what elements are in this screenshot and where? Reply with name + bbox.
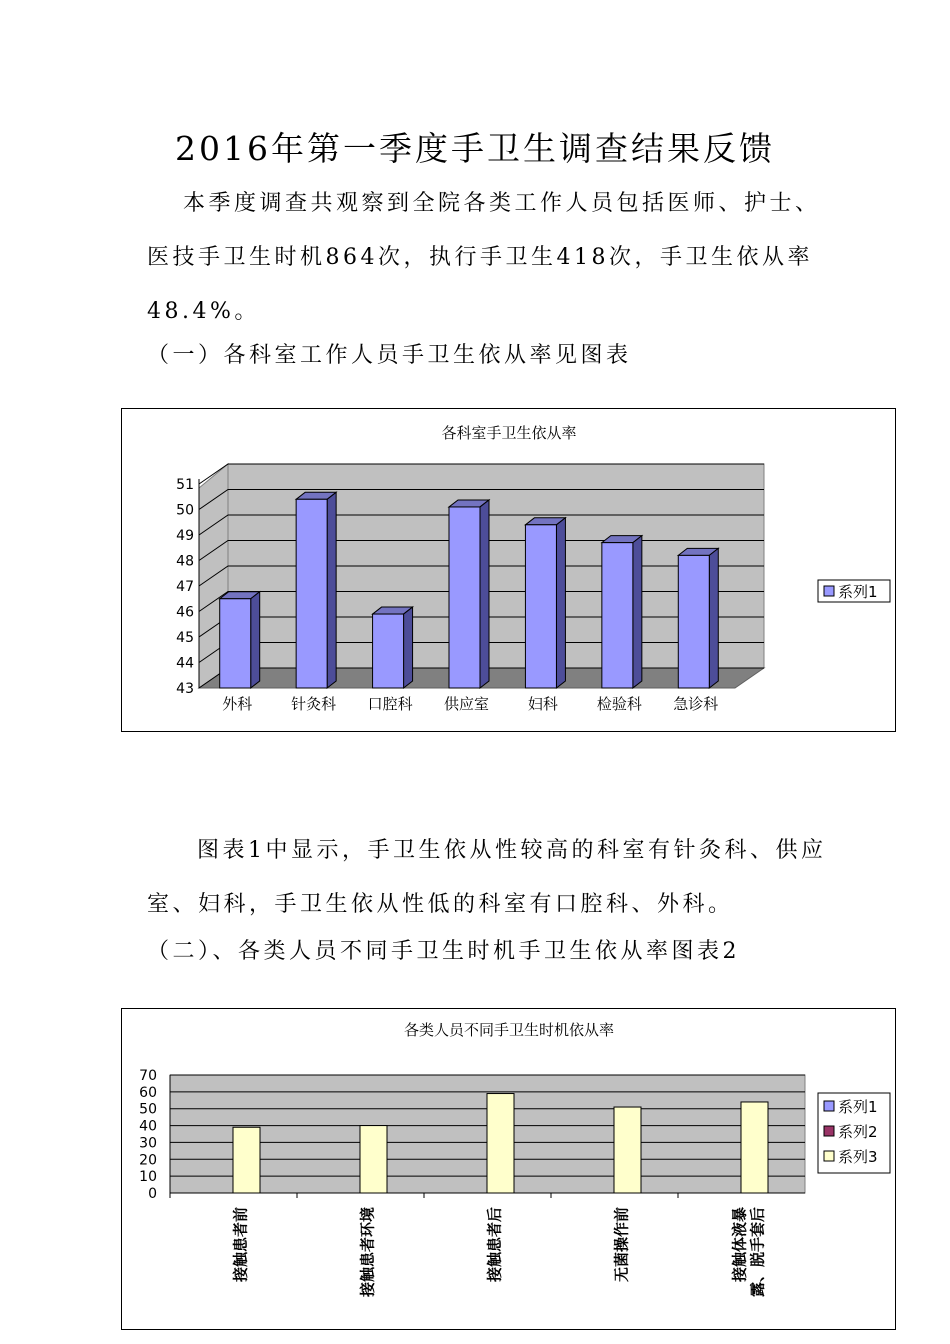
chart-1-bar — [373, 614, 404, 688]
chart-2-legend-swatch — [824, 1126, 834, 1136]
chart-1-ytick-label: 45 — [176, 630, 194, 646]
chart-1-bar — [602, 543, 633, 688]
chart-2-ytick-label: 50 — [139, 1101, 157, 1118]
chart-1-title: 各科室手卫生依从率 — [441, 424, 577, 442]
chart-1-bar — [220, 599, 251, 688]
chart-2-bar — [233, 1127, 260, 1193]
chart-1-category-label: 检验科 — [596, 695, 642, 713]
chart-1-bar — [678, 555, 709, 688]
chart-1-bar — [449, 507, 480, 688]
chart-1-ytick-label: 48 — [176, 553, 194, 570]
chart-2-ytick-label: 20 — [139, 1152, 157, 1169]
chart-1-bar-side — [556, 518, 565, 688]
chart-1-legend-swatch — [824, 586, 834, 596]
chart-1-bar-side — [709, 548, 718, 688]
chart-2-category-label: 无菌操作前 — [612, 1207, 631, 1283]
chart-1-bar — [525, 525, 556, 688]
chart-2-category-label: 接触患者前 — [231, 1207, 250, 1283]
chart-2-category-label: 接触体液暴 — [730, 1207, 749, 1283]
chart-1-category-label: 急诊科 — [673, 695, 719, 713]
chart-2 — [122, 1009, 895, 1329]
chart-1-ytick-label: 51 — [176, 477, 194, 493]
chart-1-ytick-label: 50 — [176, 502, 194, 519]
chart-1-ytick-label: 47 — [176, 579, 194, 595]
chart-1-bar-side — [251, 592, 260, 688]
chart-2-category-label: 露、脱手套后 — [748, 1207, 767, 1298]
chart-1 — [122, 409, 895, 731]
chart-2-legend-label: 系列2 — [838, 1123, 878, 1141]
chart-2-ytick-label: 40 — [139, 1118, 157, 1135]
chart-2-category-label: 接触患者环境 — [358, 1207, 377, 1298]
chart-2-container — [121, 1008, 896, 1330]
chart-2-title: 各类人员不同手卫生时机依从率 — [403, 1021, 615, 1039]
chart-1-bar-side — [404, 607, 413, 688]
chart-1-category-label: 针灸科 — [291, 695, 337, 713]
page-title: 2016年第一季度手卫生调查结果反馈 — [175, 129, 775, 168]
chart-2-ytick-label: 60 — [139, 1084, 157, 1101]
chart-1-ytick-label: 46 — [176, 604, 194, 621]
summary-paragraph: 本季度调查共观察到全院各类工作人员包括医师、护士、医技手卫生时机864次，执行手卫生418次，手卫生依从率48.4%。 — [147, 191, 821, 324]
chart-2-ytick-label: 30 — [139, 1135, 157, 1152]
chart-1-legend-label: 系列1 — [838, 583, 878, 601]
chart-1-ytick-label: 49 — [176, 528, 194, 544]
chart-2-category-label: 接触患者后 — [485, 1207, 504, 1283]
chart-1-category-label: 妇科 — [527, 695, 558, 713]
chart-1-ytick-label: 43 — [176, 681, 194, 697]
chart-2-legend-label: 系列3 — [838, 1148, 878, 1166]
chart-2-legend-swatch — [824, 1151, 834, 1161]
chart-2-bar — [614, 1107, 641, 1193]
section-heading-1: （一）各科室工作人员手卫生依从率见图表 — [147, 343, 632, 368]
chart-1-bar-side — [633, 536, 642, 688]
analysis-paragraph: 图表1中显示，手卫生依从性较高的科室有针灸科、供应室、妇科，手卫生依从性低的科室有口腔科、外科。 — [147, 838, 827, 917]
chart-2-bar — [360, 1126, 387, 1193]
chart-2-ytick-label: 70 — [139, 1068, 157, 1084]
chart-2-bar — [741, 1102, 768, 1193]
chart-2-legend-swatch — [824, 1101, 834, 1111]
chart-1-bar-side — [327, 492, 336, 688]
section-heading-2: （二）、各类人员不同手卫生时机手卫生依从率图表2 — [147, 939, 740, 964]
chart-2-legend-label: 系列1 — [838, 1098, 878, 1116]
chart-2-ytick-label: 10 — [139, 1169, 157, 1186]
chart-1-bar-side — [480, 500, 489, 688]
chart-1-bar — [296, 499, 327, 688]
chart-1-category-label: 口腔科 — [367, 695, 413, 713]
chart-1-category-label: 外科 — [222, 695, 253, 713]
chart-1-category-label: 供应室 — [443, 695, 490, 713]
chart-2-bar — [487, 1094, 514, 1193]
chart-2-ytick-label: 0 — [148, 1186, 157, 1202]
chart-1-container — [121, 408, 896, 732]
chart-1-ytick-label: 44 — [176, 655, 194, 672]
